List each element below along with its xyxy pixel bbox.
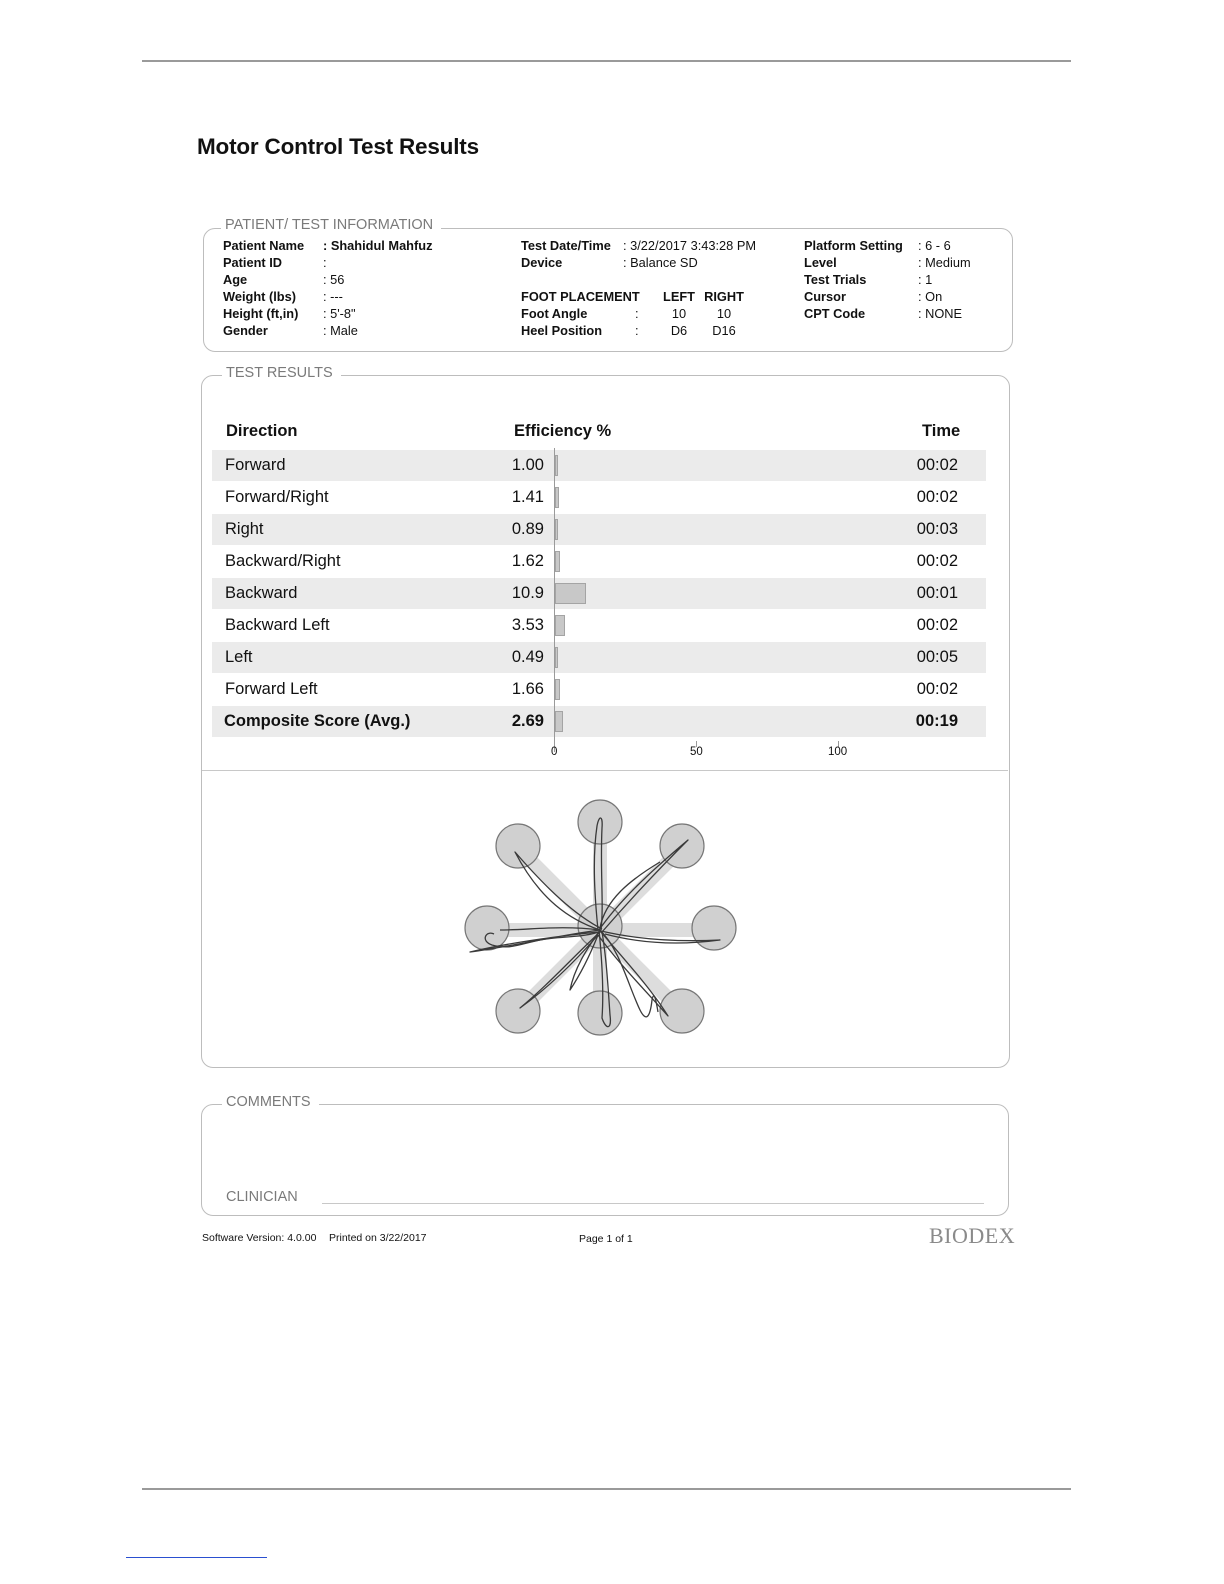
biodex-logo: BIODEX (929, 1223, 1016, 1248)
target-circles (465, 800, 736, 1035)
test-datetime-label: Test Date/Time (521, 238, 611, 253)
foot-placement-header: FOOT PLACEMENT (521, 289, 640, 304)
efficiency-cell: 1.66 (511, 680, 544, 698)
direction-header: Direction (226, 422, 298, 440)
foot-angle-left: 10 (671, 306, 687, 321)
axis-tick-50: 50 (690, 746, 703, 758)
target-backward (578, 991, 622, 1035)
software-version: Software Version: 4.0.00 (202, 1232, 317, 1244)
efficiency-bar (555, 647, 558, 668)
efficiency-bar (555, 487, 559, 508)
target-left (465, 906, 509, 950)
motor-control-trace-diagram (440, 790, 770, 1050)
efficiency-bar (555, 615, 565, 636)
cpt-code-label: CPT Code (804, 306, 866, 321)
composite-time: 00:19 (915, 712, 958, 730)
composite-efficiency: 2.69 (511, 712, 544, 730)
time-header: Time (922, 422, 961, 440)
efficiency-header: Efficiency % (514, 422, 612, 440)
test-datetime-value: : 3/22/2017 3:43:28 PM (623, 238, 757, 253)
device-value: : Balance SD (623, 255, 698, 270)
cpt-code-value: : NONE (918, 306, 963, 321)
platform-details (804, 237, 971, 322)
level-label: Level (804, 255, 837, 270)
table-row (212, 578, 986, 609)
page-number: Page 1 of 1 (579, 1233, 633, 1245)
gender-value: : Male (323, 323, 358, 338)
composite-label: Composite Score (Avg.) (224, 712, 411, 730)
cursor-label: Cursor (804, 289, 846, 304)
comments-legend: COMMENTS (222, 1094, 319, 1110)
age-label: Age (223, 272, 248, 287)
direction-cell: Backward (225, 584, 298, 602)
efficiency-axis-line (554, 448, 555, 752)
patient-id-value: : (323, 255, 327, 270)
weight-value: : --- (323, 289, 343, 304)
time-cell: 00:02 (916, 680, 958, 698)
target-backward-right (660, 989, 704, 1033)
table-row (212, 514, 986, 545)
platform-setting-value: : 6 - 6 (918, 238, 951, 253)
foot-right-header: RIGHT (704, 289, 744, 304)
table-row (212, 674, 986, 705)
test-trials-label: Test Trials (804, 272, 867, 287)
heel-position-left: D6 (670, 323, 688, 338)
cursor-value: : On (918, 289, 943, 304)
efficiency-bar (555, 519, 558, 540)
patient-name-value: : Shahidul Mahfuz (323, 238, 433, 253)
efficiency-cell: 0.49 (511, 648, 544, 666)
clinician-signature-line (322, 1203, 984, 1204)
direction-cell: Forward (225, 456, 286, 474)
direction-cell: Forward Left (225, 680, 318, 698)
comments-panel (201, 1104, 1009, 1216)
efficiency-cell: 1.41 (511, 488, 544, 506)
heel-position-label: Heel Position (521, 323, 603, 338)
patient-name-label: Patient Name (223, 238, 305, 253)
efficiency-bar (555, 679, 560, 700)
age-value: : 56 (323, 272, 345, 287)
efficiency-cell: 1.00 (511, 456, 544, 474)
axis-tick-100: 100 (828, 746, 848, 758)
efficiency-bar (555, 583, 586, 604)
direction-cell: Backward Left (225, 616, 330, 634)
height-value: : 5'-8" (323, 306, 356, 321)
axis-tick-0: 0 (551, 746, 558, 758)
patient-details (223, 237, 432, 339)
foot-angle-right: 10 (716, 306, 732, 321)
level-value: : Medium (918, 255, 971, 270)
clinician-label: CLINICIAN (222, 1189, 306, 1205)
patient-id-label: Patient ID (223, 255, 283, 270)
direction-cell: Forward/Right (225, 488, 329, 506)
gender-label: Gender (223, 323, 268, 338)
table-row (212, 642, 986, 673)
foot-placement-table (521, 288, 756, 339)
direction-cell: Left (225, 648, 253, 666)
device-label: Device (521, 255, 563, 270)
table-row (212, 610, 986, 641)
page-title: Motor Control Test Results (197, 134, 479, 159)
patient-info-legend: PATIENT/ TEST INFORMATION (221, 217, 441, 233)
weight-label: Weight (lbs) (223, 289, 296, 304)
height-label: Height (ft,in) (223, 306, 299, 321)
time-cell: 00:03 (916, 520, 958, 538)
efficiency-cell: 3.53 (511, 616, 544, 634)
efficiency-cell: 1.62 (511, 552, 544, 570)
test-results-legend: TEST RESULTS (222, 365, 341, 381)
efficiency-bar (555, 551, 560, 572)
heel-position-sep: : (635, 323, 639, 338)
efficiency-bar (555, 455, 558, 476)
results-divider (202, 770, 1008, 771)
time-cell: 00:02 (916, 488, 958, 506)
table-row (212, 546, 986, 577)
direction-cell: Right (225, 520, 264, 538)
composite-bar (555, 711, 563, 732)
time-cell: 00:05 (916, 648, 958, 666)
footnote-rule (126, 1557, 267, 1558)
table-row (212, 450, 986, 481)
foot-angle-sep: : (635, 306, 639, 321)
platform-setting-label: Platform Setting (804, 238, 903, 253)
printed-date: Printed on 3/22/2017 (329, 1232, 427, 1244)
direction-cell: Backward/Right (225, 552, 341, 570)
top-rule (142, 60, 1071, 62)
time-cell: 00:02 (916, 456, 958, 474)
efficiency-cell: 0.89 (511, 520, 544, 538)
heel-position-right: D16 (712, 323, 736, 338)
efficiency-cell: 10.9 (511, 584, 544, 602)
target-forward-left (496, 824, 540, 868)
target-right (692, 906, 736, 950)
time-cell: 00:02 (916, 616, 958, 634)
bottom-rule (142, 1488, 1071, 1490)
test-trials-value: : 1 (918, 272, 933, 287)
time-cell: 00:02 (916, 552, 958, 570)
table-row (212, 482, 986, 513)
foot-angle-label: Foot Angle (521, 306, 588, 321)
target-forward (578, 800, 622, 844)
test-details (521, 237, 756, 339)
time-cell: 00:01 (916, 584, 958, 602)
foot-left-header: LEFT (663, 289, 695, 304)
composite-row (212, 706, 986, 737)
